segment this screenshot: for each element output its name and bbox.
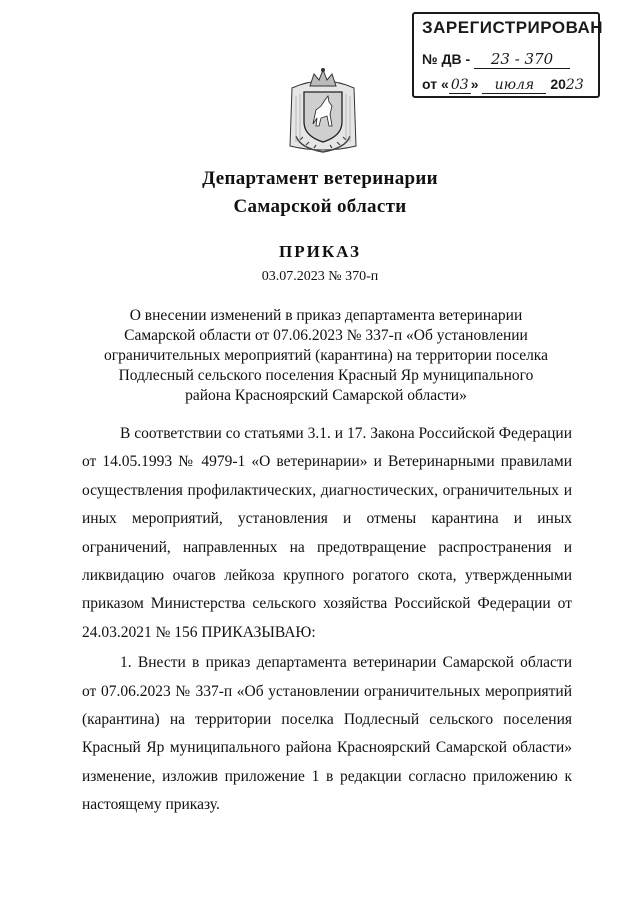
department-name-line1: Департамент ветеринарии: [202, 168, 438, 189]
department-name-line2: Самарской области: [233, 196, 407, 217]
document-body: [82, 420, 572, 820]
stamp-number-row: [422, 50, 570, 69]
samara-coat-of-arms-icon: [286, 66, 360, 156]
preamble-paragraph: В соответствии со статьями 3.1. и 17. Закона Российской Федерации от 14.05.1993 № 4979-1 «О ветеринарии» и Ветеринарными правилами осуществления профилактических, диагностических, ограничительных и иных мероприятий, установления и отмены карантина и иных ограничений, направленных на предотвращение распространения и ликвидацию очагов лейкоза крупного рогатого скота, утвержденными приказом Министерства сельского хозяйства Российской Федерации от 24.03.2021 № 156 ПРИКАЗЫВАЮ:: [82, 425, 572, 641]
stamp-number-value: 23 - 370: [474, 50, 570, 69]
stamp-date-year-suffix: 23: [565, 77, 584, 93]
stamp-date-row: [422, 76, 584, 94]
stamp-date-month: июля: [482, 77, 546, 94]
stamp-date-year-prefix: 20: [550, 76, 566, 92]
stamp-date-prefix: от «: [422, 76, 449, 92]
document-date-number: 03.07.2023 № 370-п: [261, 269, 379, 284]
stamp-date-mid: »: [470, 76, 479, 92]
stamp-title: ЗАРЕГИСТРИРОВАН: [422, 18, 604, 37]
document-subject: О внесении изменений в приказ департамента ветеринарии Самарской области от 07.06.2023 № 337-п «Об установлении ограничительных мероприятий (карантина) на территории поселка Подлесный сельского поселения Красный Яр муниципального района Красноярский Самарской области»: [104, 307, 548, 404]
stamp-date-day: 03: [449, 77, 471, 94]
item-1-paragraph: 1. Внести в приказ департамента ветеринарии Самарской области от 07.06.2023 № 337-п «Об установлении ограничительных мероприятий (карантина) на территории поселка Подлесный сельского поселения Красный Яр муниципального района Красноярский Самарской области» изменение, изложив приложение 1 в редакции согласно приложению к настоящему приказу.: [82, 654, 572, 814]
document-type: ПРИКАЗ: [279, 242, 361, 261]
registration-stamp: [412, 12, 604, 98]
stamp-number-label: № ДВ -: [422, 51, 471, 67]
